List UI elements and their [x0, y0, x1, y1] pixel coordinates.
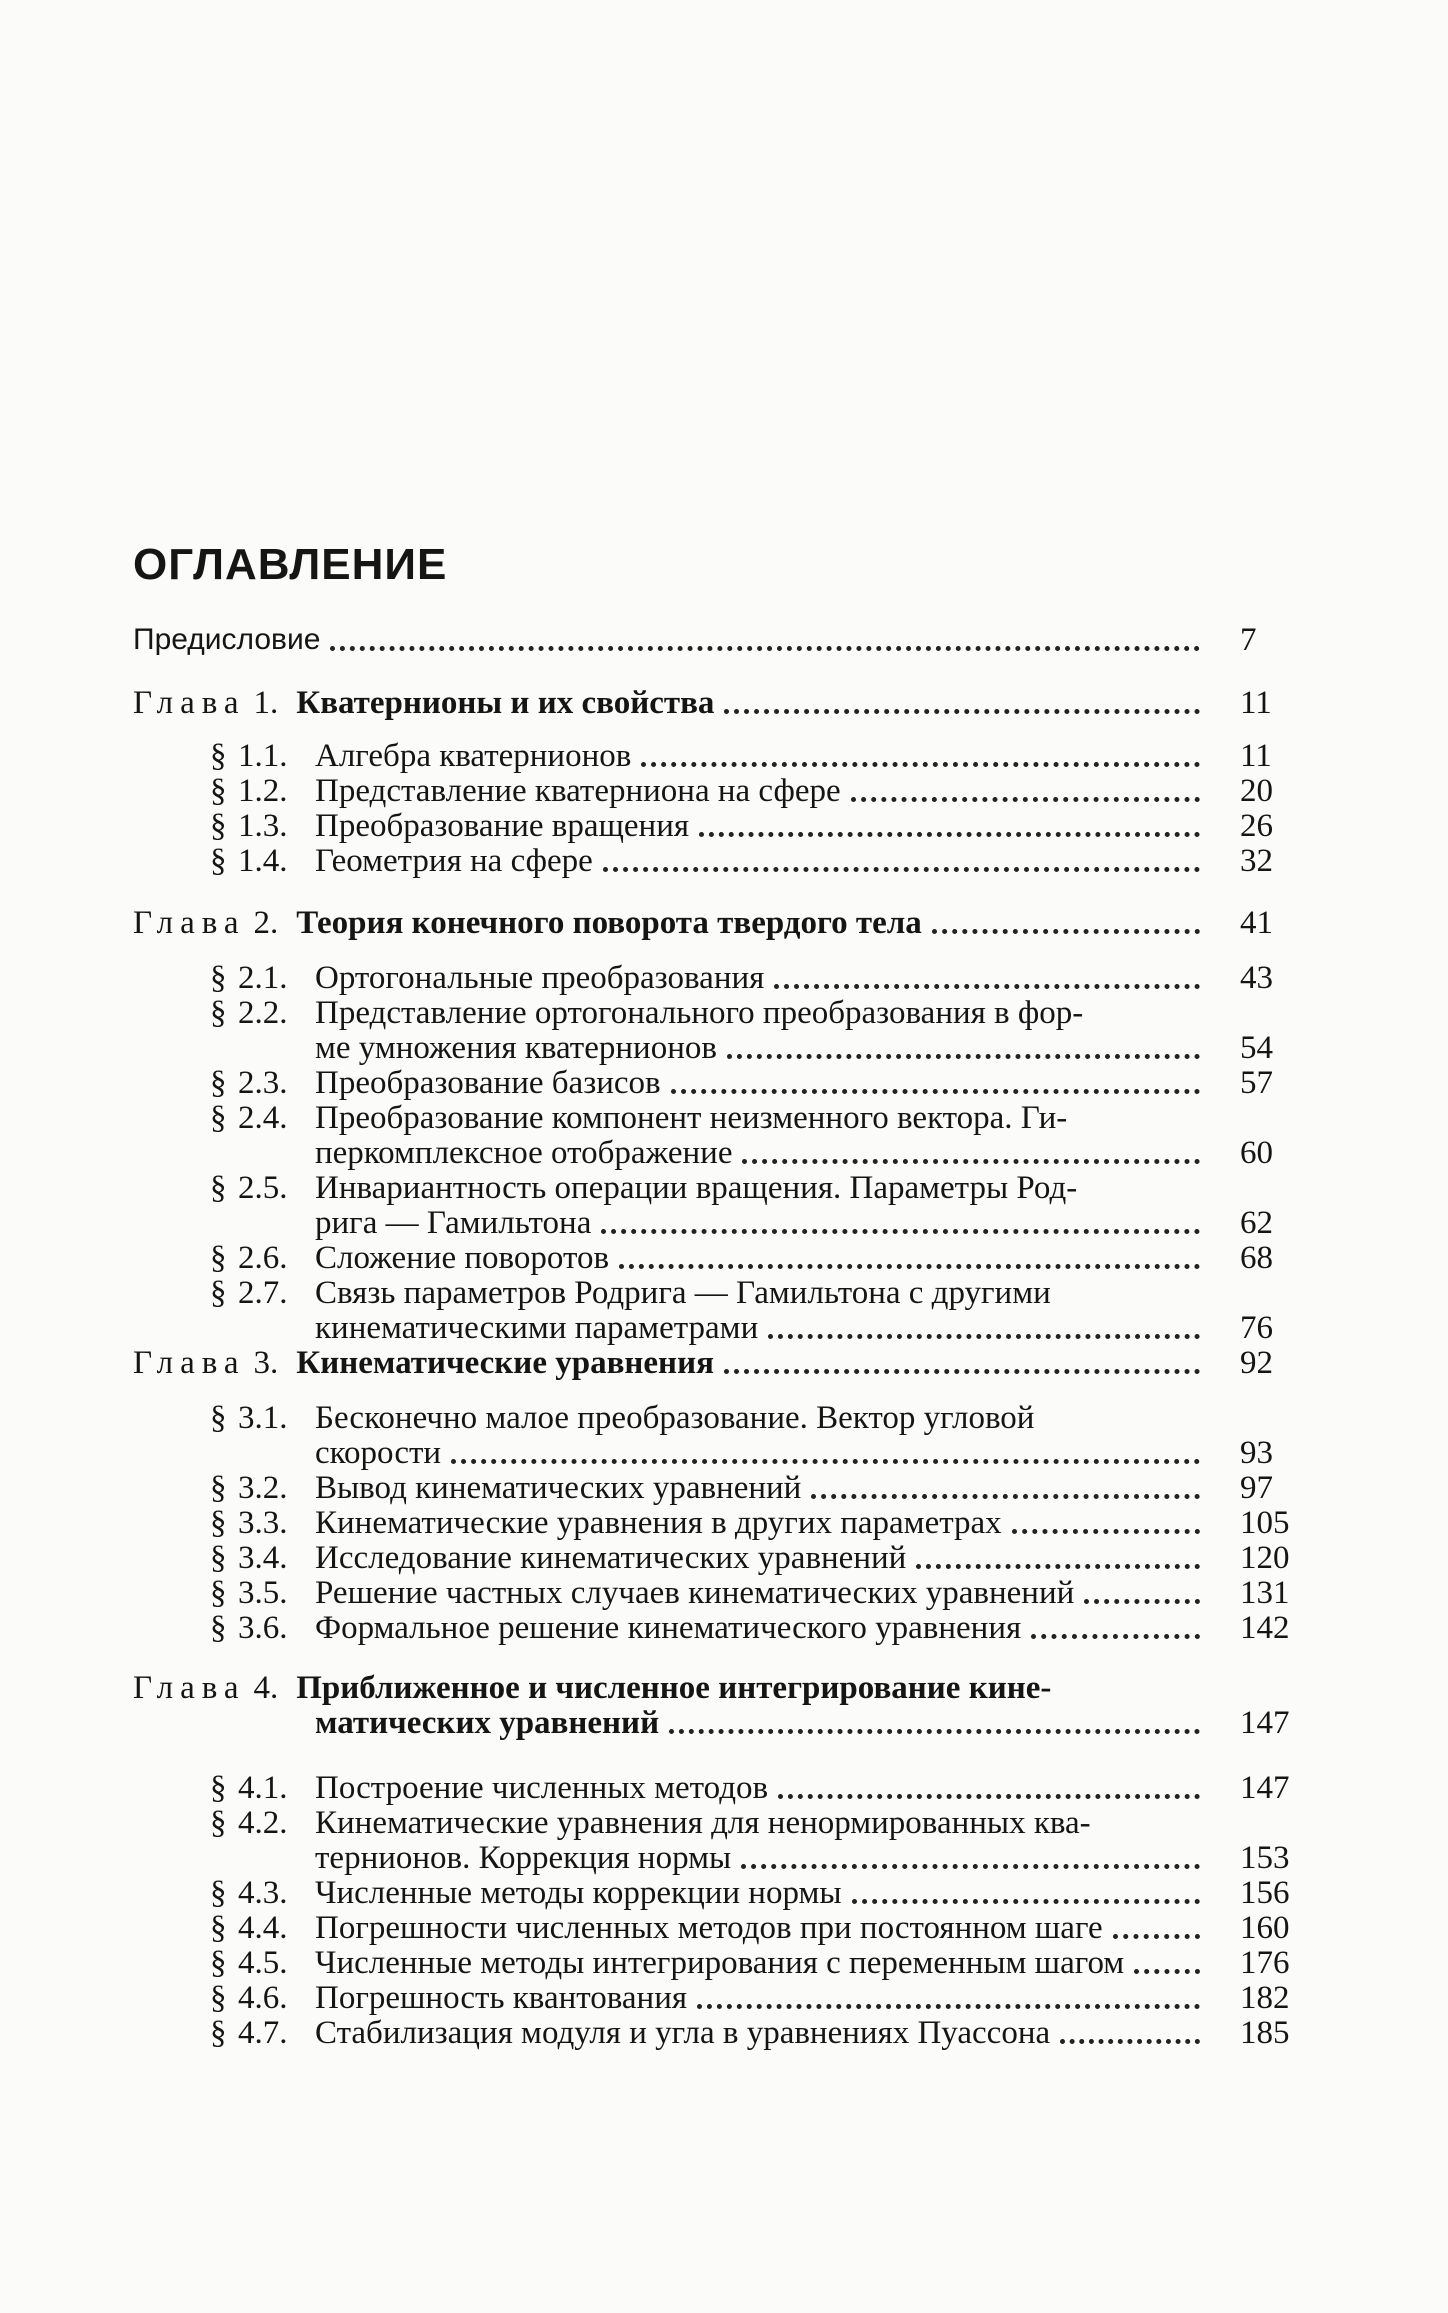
section-title: Формальное решение кинематического уравнения: [315, 1610, 1022, 1646]
toc-entry[interactable]: [210, 1063, 1210, 1103]
chapter-number: 3.: [253, 1345, 279, 1381]
dot-leader: [741, 1864, 1200, 1869]
section-number: 2.4.: [238, 1100, 288, 1136]
section-title: Алгебра кватернионов: [315, 738, 632, 774]
page-number[interactable]: 41: [1240, 905, 1273, 941]
section-title: Кинематические уравнения для ненормированных ква-: [315, 1805, 1091, 1841]
page-number[interactable]: 93: [1240, 1435, 1273, 1471]
toc-entry[interactable]: [210, 1273, 1210, 1313]
dot-leader: [916, 1564, 1200, 1569]
page-number[interactable]: 76: [1240, 1310, 1273, 1346]
page-number[interactable]: 11: [1240, 685, 1272, 721]
section-sign: §: [210, 773, 227, 809]
section-sign: §: [210, 1100, 227, 1136]
toc-entry[interactable]: [210, 736, 1210, 776]
toc-entry[interactable]: [133, 683, 1210, 723]
continuation-text: скорости: [315, 1435, 442, 1471]
chapter-word: Глава: [133, 905, 246, 941]
chapter-title: Кинематические уравнения: [296, 1345, 714, 1381]
page-number[interactable]: 54: [1240, 1030, 1273, 1066]
section-title: Представление ортогонального преобразования в фор-: [315, 995, 1084, 1031]
section-title: Ортогональные преобразования: [315, 960, 765, 996]
continuation-text: рига — Гамильтона: [315, 1205, 592, 1241]
section-number: 2.2.: [238, 995, 288, 1031]
section-number: 4.2.: [238, 1805, 288, 1841]
dot-leader: [1031, 1634, 1200, 1639]
section-number: 3.3.: [238, 1505, 288, 1541]
dot-leader: [601, 1229, 1200, 1234]
page-title: ОГЛАВЛЕНИЕ: [133, 540, 448, 589]
toc-entry[interactable]: [210, 993, 1210, 1033]
chapter-number: 1.: [253, 685, 279, 721]
continuation-text: перкомплексное отображение: [315, 1135, 733, 1171]
section-sign: §: [210, 1275, 227, 1311]
page-number[interactable]: 97: [1240, 1470, 1273, 1506]
entry-continuation: [315, 1308, 1210, 1348]
section-number: 4.5.: [238, 1945, 288, 1981]
dot-leader: [671, 1089, 1200, 1094]
toc-entry[interactable]: [210, 1398, 1210, 1438]
section-sign: §: [210, 1910, 227, 1946]
continuation-text: тернионов. Коррекция нормы: [315, 1840, 732, 1876]
section-sign: §: [210, 843, 227, 879]
dot-leader: [1084, 1599, 1200, 1604]
toc-entry[interactable]: [210, 771, 1210, 811]
section-sign: §: [210, 1400, 227, 1436]
section-number: 2.6.: [238, 1240, 288, 1276]
toc-entry[interactable]: [210, 1978, 1210, 2018]
page-number[interactable]: 120: [1240, 1540, 1290, 1576]
section-number: 3.4.: [238, 1540, 288, 1576]
section-sign: §: [210, 1610, 227, 1646]
chapter-number: 2.: [253, 905, 279, 941]
page-number[interactable]: 68: [1240, 1240, 1273, 1276]
chapter-word: Глава: [133, 685, 246, 721]
page-number[interactable]: 153: [1240, 1840, 1290, 1876]
section-sign: §: [210, 1505, 227, 1541]
toc-entry[interactable]: [210, 2013, 1210, 2053]
section-number: 2.3.: [238, 1065, 288, 1101]
dot-leader: [1012, 1529, 1200, 1534]
page-number[interactable]: 182: [1240, 1980, 1290, 2016]
chapter-title: Кватернионы и их свойства: [296, 685, 715, 721]
section-number: 4.7.: [238, 2015, 288, 2051]
dot-leader: [1113, 1934, 1200, 1939]
section-number: 4.1.: [238, 1770, 288, 1806]
section-number: 2.5.: [238, 1170, 288, 1206]
section-number: 1.2.: [238, 773, 288, 809]
section-number: 1.4.: [238, 843, 288, 879]
section-title: Стабилизация модуля и угла в уравнениях Пуассона: [315, 2015, 1051, 2051]
toc-entry[interactable]: [210, 958, 1210, 998]
toc-entry[interactable]: [210, 1503, 1210, 1543]
section-title: Построение численных методов: [315, 1770, 769, 1806]
section-title: Представление кватерниона на сфере: [315, 773, 841, 809]
section-sign: §: [210, 1875, 227, 1911]
dot-leader: [778, 1794, 1200, 1799]
entry-continuation: [315, 1433, 1210, 1473]
page-number[interactable]: 185: [1240, 2015, 1290, 2051]
section-sign: §: [210, 738, 227, 774]
section-sign: §: [210, 1945, 227, 1981]
entry-continuation: [315, 1028, 1210, 1068]
page-number[interactable]: 160: [1240, 1910, 1290, 1946]
dot-leader: [619, 1264, 1200, 1269]
page-number[interactable]: 57: [1240, 1065, 1273, 1101]
continuation-text: кинематическими параметрами: [315, 1310, 759, 1346]
dot-leader: [330, 646, 1200, 651]
dot-leader: [1060, 2039, 1200, 2044]
section-sign: §: [210, 1540, 227, 1576]
toc-entry[interactable]: [210, 806, 1210, 846]
toc-entry[interactable]: [133, 620, 1210, 660]
page-number[interactable]: 105: [1240, 1505, 1290, 1541]
section-title: Погрешность квантования: [315, 1980, 688, 2016]
dot-leader: [768, 1334, 1200, 1339]
dot-leader: [727, 1054, 1200, 1059]
continuation-text: матических уравнений: [315, 1705, 660, 1741]
dot-leader: [641, 762, 1200, 767]
section-sign: §: [210, 1805, 227, 1841]
section-sign: §: [210, 1470, 227, 1506]
section-title: Преобразование вращения: [315, 808, 690, 844]
dot-leader: [699, 832, 1200, 837]
toc-entry[interactable]: [210, 1873, 1210, 1913]
section-number: 3.6.: [238, 1610, 288, 1646]
section-sign: §: [210, 1770, 227, 1806]
section-sign: §: [210, 808, 227, 844]
entry-text: Предисловие: [133, 623, 321, 656]
section-title: Бесконечно малое преобразование. Вектор угловой: [315, 1400, 1035, 1436]
dot-leader: [774, 984, 1200, 989]
section-title: Исследование кинематических уравнений: [315, 1540, 907, 1576]
toc-entry[interactable]: [210, 1908, 1210, 1948]
dot-leader: [851, 797, 1200, 802]
section-title: Решение частных случаев кинематических уравнений: [315, 1575, 1075, 1611]
page-number[interactable]: 32: [1240, 843, 1273, 879]
entry-continuation: [315, 1133, 1210, 1173]
chapter-word: Глава: [133, 1670, 246, 1706]
section-title: Вывод кинематических уравнений: [315, 1470, 802, 1506]
section-title: Погрешности численных методов при постоянном шаге: [315, 1910, 1103, 1946]
page-number[interactable]: 60: [1240, 1135, 1273, 1171]
section-sign: §: [210, 995, 227, 1031]
toc-entry[interactable]: [210, 1768, 1210, 1808]
continuation-text: ме умножения кватернионов: [315, 1030, 717, 1066]
toc-entry[interactable]: [210, 1098, 1210, 1138]
section-sign: §: [210, 1980, 227, 2016]
section-title: Сложение поворотов: [315, 1240, 610, 1276]
page-number[interactable]: 20: [1240, 773, 1273, 809]
entry-continuation: [315, 1838, 1210, 1878]
section-number: 4.3.: [238, 1875, 288, 1911]
section-number: 3.2.: [238, 1470, 288, 1506]
toc-entry[interactable]: [133, 1343, 1210, 1383]
section-sign: §: [210, 1170, 227, 1206]
page-number[interactable]: 147: [1240, 1770, 1290, 1806]
page-number[interactable]: 26: [1240, 808, 1273, 844]
toc-entry[interactable]: [210, 1943, 1210, 1983]
section-title: Численные методы коррекции нормы: [315, 1875, 842, 1911]
section-number: 2.1.: [238, 960, 288, 996]
chapter-number: 4.: [253, 1670, 279, 1706]
toc-entry[interactable]: [133, 1668, 1210, 1708]
page-number[interactable]: 131: [1240, 1575, 1290, 1611]
toc-entry[interactable]: [133, 903, 1210, 943]
page-number[interactable]: 142: [1240, 1610, 1290, 1646]
section-sign: §: [210, 960, 227, 996]
section-number: 4.4.: [238, 1910, 288, 1946]
page-number[interactable]: 147: [1240, 1705, 1290, 1741]
dot-leader: [811, 1494, 1200, 1499]
section-number: 4.6.: [238, 1980, 288, 2016]
chapter-word: Глава: [133, 1345, 246, 1381]
chapter-title: Приближенное и численное интегрирование кине-: [296, 1670, 1052, 1706]
dot-leader: [852, 1899, 1200, 1904]
section-sign: §: [210, 1240, 227, 1276]
section-number: 1.3.: [238, 808, 288, 844]
section-title: Геометрия на сфере: [315, 843, 593, 879]
page-number[interactable]: 92: [1240, 1345, 1273, 1381]
dot-leader: [669, 1729, 1200, 1734]
dot-leader: [1134, 1969, 1200, 1974]
dot-leader: [724, 709, 1200, 714]
section-sign: §: [210, 1065, 227, 1101]
chapter-title: Теория конечного поворота твердого тела: [296, 905, 922, 941]
entry-continuation: [315, 1703, 1210, 1743]
section-number: 2.7.: [238, 1275, 288, 1311]
toc-entry[interactable]: [210, 1168, 1210, 1208]
section-title: Кинематические уравнения в других параметрах: [315, 1505, 1002, 1541]
dot-leader: [724, 1369, 1200, 1374]
dot-leader: [451, 1459, 1200, 1464]
entry-continuation: [315, 1203, 1210, 1243]
page-number[interactable]: 62: [1240, 1205, 1273, 1241]
dot-leader: [603, 867, 1200, 872]
page-number[interactable]: 11: [1240, 738, 1272, 774]
page-number[interactable]: 176: [1240, 1945, 1290, 1981]
dot-leader: [697, 2004, 1200, 2009]
page-number[interactable]: 7: [1240, 622, 1257, 658]
section-number: 3.5.: [238, 1575, 288, 1611]
toc-entry[interactable]: [210, 841, 1210, 881]
section-title: Численные методы интегрирования с переменным шагом: [315, 1945, 1125, 1981]
toc-entry[interactable]: [210, 1608, 1210, 1648]
section-sign: §: [210, 2015, 227, 2051]
section-title: Связь параметров Родрига — Гамильтона с другими: [315, 1275, 1051, 1311]
toc-entry[interactable]: [210, 1573, 1210, 1613]
page-number[interactable]: 156: [1240, 1875, 1290, 1911]
section-title: Инвариантность операции вращения. Параметры Род-: [315, 1170, 1078, 1206]
section-title: Преобразование компонент неизменного вектора. Ги-: [315, 1100, 1068, 1136]
dot-leader: [742, 1159, 1200, 1164]
page-number[interactable]: 43: [1240, 960, 1273, 996]
toc-entry[interactable]: [210, 1538, 1210, 1578]
dot-leader: [932, 929, 1200, 934]
toc-entry[interactable]: [210, 1238, 1210, 1278]
section-sign: §: [210, 1575, 227, 1611]
section-title: Преобразование базисов: [315, 1065, 661, 1101]
toc-entry[interactable]: [210, 1468, 1210, 1508]
section-number: 3.1.: [238, 1400, 288, 1436]
toc-entry[interactable]: [210, 1803, 1210, 1843]
section-number: 1.1.: [238, 738, 288, 774]
